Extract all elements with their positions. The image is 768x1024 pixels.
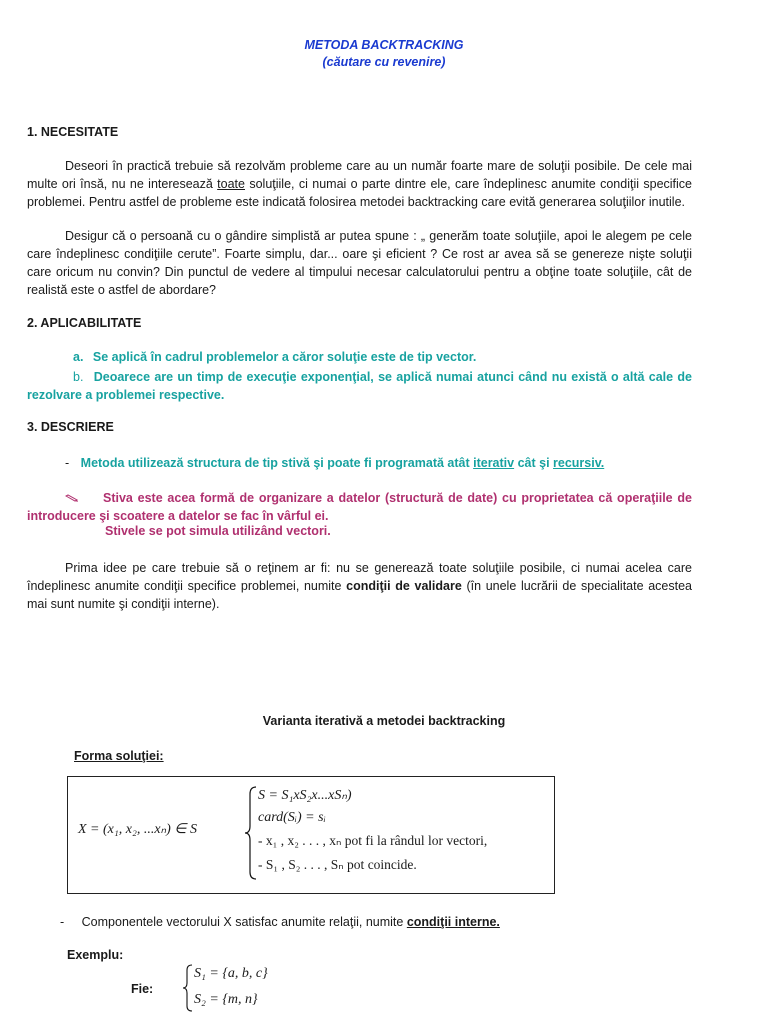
condition-s-product: S = S₁xS₂x...xSₙ) (258, 788, 352, 803)
variant-heading: Varianta iterativă a metodei backtracking (262, 714, 506, 728)
let-label: Fie: (131, 982, 154, 996)
paragraph-necesitate-1: Deseori în practică trebuie să rezolvăm probleme care au un număr foarte mare de soluţii posibile. De cele mai multe ori însă, nu ne interesează toate soluţiile, ci numai o parte dintre ele, care îndeplinesc anumite condiţii specifice problemei. Pentru astfel de probleme este indicată folosirea metodei backtracking care evită generarea soluţiilor inutile. (27, 159, 693, 209)
condition-cardinal: card(Sᵢ) = sᵢ (258, 810, 326, 825)
example-label: Exemplu: (67, 948, 124, 962)
pencil-icon (65, 490, 79, 500)
left-brace-icon (182, 964, 194, 1012)
list-item-a: a. Se aplică în cadrul problemelor a căror soluţie este de tip vector. (73, 350, 477, 364)
bullet-stack-structure: - Metoda utilizează structura de tip stivă şi poate fi programată atât iterativ cât şi recursiv. (65, 456, 605, 470)
section-heading-aplicabilitate: 2. APLICABILITATE (27, 316, 142, 330)
paragraph-first-idea: Prima idee pe care trebuie să o reţinem ar fi: nu se generează toate soluţiile posibile, ci numai acelea care îndeplinesc anumite condiţii specifice problemei, numite condiţii de validare (în unele lucrării de specialitate acestea mai sunt numite şi condiţii interne). (27, 561, 692, 611)
list-item-b: b. Deoarece are un timp de execuţie exponenţial, se aplică numai atunci când nu există o altă cale de rezolvare a problemei respective. (27, 370, 692, 402)
set-s2-definition: S₂ = {m, n} (194, 992, 258, 1007)
page-title: METODA BACKTRACKING (304, 38, 464, 52)
bullet-internal-conditions: - Componentele vectorului X satisfac anumite relaţii, numite condiţii interne. (60, 915, 500, 929)
left-brace-icon (244, 786, 258, 880)
section-heading-descriere: 3. DESCRIERE (27, 420, 114, 434)
solution-form-label: Forma soluţiei: (74, 749, 164, 763)
condition-vectors: - x₁ , x₂ . . . , xₙ pot fi la rândul lor vectori, (258, 833, 488, 848)
set-s1-definition: S₁ = {a, b, c} (194, 966, 268, 981)
stack-simulate-text: Stivele se pot simula utilizând vectori. (105, 524, 331, 538)
section-heading-necesitate: 1. NECESITATE (27, 125, 119, 139)
paragraph-necesitate-2: Desigur că o persoană cu o gândire simplistă ar putea spune : „ generăm toate soluţiile, apoi le alegem pe cele care îndeplinesc condiţiile cerute”. Foarte simplu, dar... oare şi eficient ? Ce rost ar avea să se genereze nişte soluţii care oricum nu convin? Din punctul de vedere al timpului necesar calculatorului pentru a obţine toate soluţiile, cât de realistă este o astfel de abordare? (27, 229, 692, 297)
formula-x-in-s: X = (x₁, x₂, ...xₙ) ∈ S (78, 822, 197, 837)
page-subtitle: (căutare cu revenire) (322, 55, 446, 69)
paragraph-stack-definition: Stiva este acea formă de organizare a datelor (structură de date) cu proprietatea că operaţiile de introducere şi scoatere a datelor se fac în vârful ei. (27, 491, 692, 523)
condition-coincide: - S₁ , S₂ . . . , Sₙ pot coincide. (258, 857, 417, 872)
